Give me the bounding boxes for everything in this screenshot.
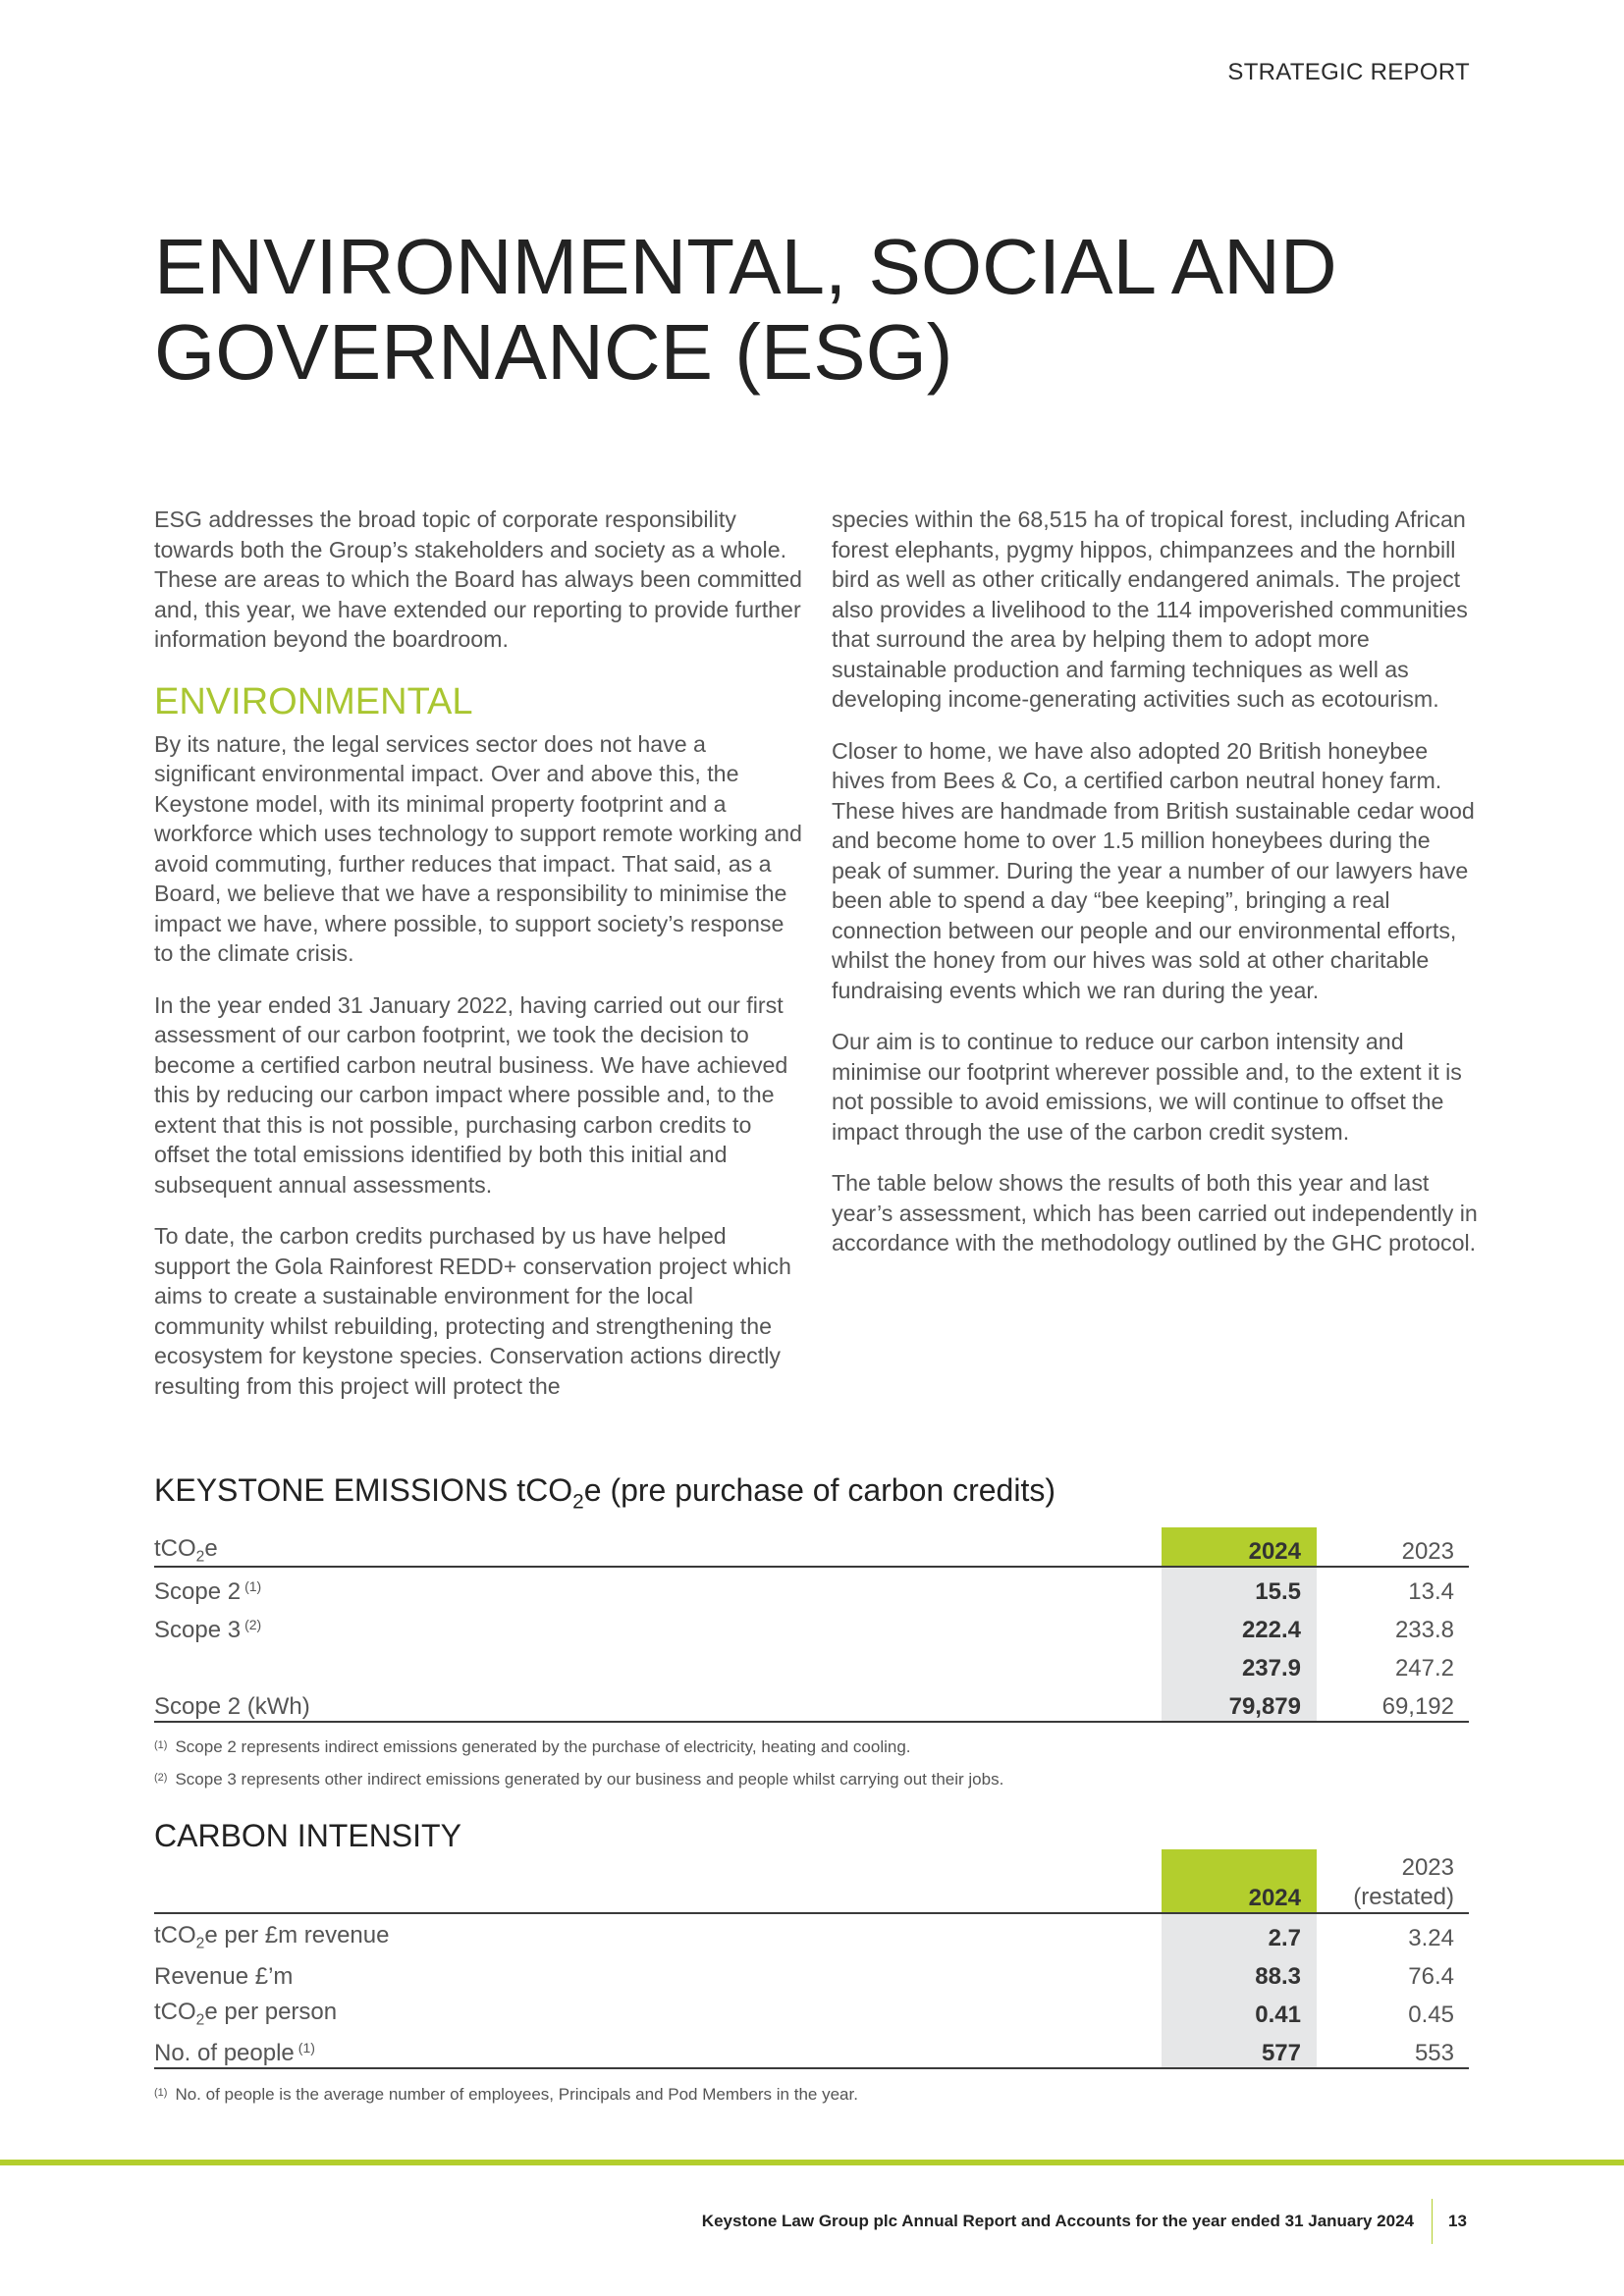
- emissions-table: [154, 1527, 1469, 1723]
- table-header-row: [154, 1849, 1469, 1913]
- value-2023: 3.24: [1408, 1925, 1454, 1951]
- row-label: tCO$_2$e per £m revenue: [154, 1921, 390, 1951]
- value-2023: 69,192: [1317, 1682, 1469, 1722]
- row-label: No. of people $^{(1)}$: [154, 2029, 1162, 2068]
- table-row: [154, 1952, 1469, 1991]
- year-2023-header: 2023: [1317, 1527, 1469, 1567]
- right-column: [832, 505, 1480, 1280]
- value-2024: 222.4: [1162, 1606, 1317, 1644]
- body-paragraph: By its nature, the legal services sector does not have a significant environmental impact. Over and above this, the Keystone model, with its minimal property footprint and a workforce which uses technology to support remote working and avoid commuting, further reduces that impact. That said, as a Board, we believe that we have a responsibility to minimise the impact we have, where possible, to support society’s response to the climate crisis.: [154, 730, 802, 966]
- value-2024: 15.5: [1162, 1567, 1317, 1606]
- row-label: tCO$_2$e per person: [154, 1998, 338, 2028]
- row-label: Revenue £’m: [154, 1963, 294, 1990]
- row-label: Scope 3 $^{(2)}$: [154, 1617, 262, 1643]
- body-paragraph: In the year ended 31 January 2022, having carried out our first assessment of our carbon footprint, we took the decision to become a certified carbon neutral business. We have achieved this by reducing our carbon impact where possible and, to the extent that this is not possible, purchasing carbon credits to offset the total emissions identified by both this initial and subsequent annual assessments.: [154, 991, 788, 1198]
- value-2023: 247.2: [1394, 1655, 1454, 1682]
- value-2024: 88.3: [1162, 1952, 1317, 1991]
- table-row: [154, 1991, 1469, 2029]
- body-paragraph: Our aim is to continue to reduce our carbon intensity and minimise our footprint wherever possible and, to the extent it is not possible to avoid emissions, we will continue to offset the impact through the use of the carbon credit system.: [832, 1029, 1462, 1145]
- table-row: [154, 2029, 1469, 2068]
- value-2024: 0.41: [1162, 1991, 1317, 2029]
- footnote: $^{(2)}$ Scope 3 represents other indirect emissions generated by our business and people whilst carrying out their jobs.: [154, 1770, 1004, 1789]
- footer-rule: [0, 2160, 1624, 2165]
- value-2023: 76.4: [1408, 1963, 1454, 1990]
- environmental-heading: ENVIRONMENTAL: [154, 680, 473, 722]
- blank-header: [154, 1849, 1162, 1913]
- body-paragraph: species within the 68,515 ha of tropical forest, including African forest elephants, pygmy hippos, chimpanzees and the hornbill bird as well as other critically endangered animals. The project also provides a livelihood to the 114 impoverished communities that surround the area by helping them to adopt more sustainable production and farming techniques as well as developing income-generating activities such as ecotourism.: [832, 507, 1468, 712]
- row-label: [154, 1644, 1162, 1682]
- value-2023: 233.8: [1394, 1617, 1454, 1643]
- table-row: [154, 1913, 1469, 1952]
- table-row: [154, 1682, 1469, 1722]
- footer-separator: [1432, 2199, 1433, 2244]
- intensity-table-title: CARBON INTENSITY: [154, 1818, 461, 1853]
- row-label: Scope 2 (kWh): [154, 1682, 1162, 1722]
- body-paragraph: The table below shows the results of both this year and last year’s assessment, which has been carried out independently in accordance with the methodology outlined by the GHC protocol.: [832, 1170, 1478, 1255]
- section-label: STRATEGIC REPORT: [1227, 59, 1470, 85]
- table-row-total: [154, 1644, 1469, 1682]
- value-2024: 79,879: [1162, 1682, 1317, 1722]
- page-number: 13: [1448, 2212, 1467, 2230]
- intensity-table: [154, 1849, 1469, 2069]
- value-2024: 237.9: [1162, 1644, 1317, 1682]
- table-row: [154, 1606, 1469, 1644]
- table-header-row: [154, 1527, 1469, 1567]
- value-2023: 13.4: [1408, 1578, 1454, 1605]
- footnote: $^{(1)}$ Scope 2 represents indirect emissions generated by the purchase of electricity, heating and cooling.: [154, 1737, 911, 1756]
- row-label: Scope 2 $^{(1)}$: [154, 1578, 262, 1605]
- year-2024-header: 2024: [1162, 1849, 1317, 1913]
- emissions-table-title: KEYSTONE EMISSIONS tCO$_2$e (pre purchase of carbon credits): [154, 1472, 1056, 1514]
- year-2024-header: 2024: [1162, 1527, 1317, 1567]
- table-row: [154, 1567, 1469, 1606]
- value-2023: 0.45: [1408, 2002, 1454, 2028]
- left-column: [154, 505, 802, 1422]
- body-paragraph: Closer to home, we have also adopted 20 British honeybee hives from Bees & Co, a certified carbon neutral honey farm. These hives are handmade from British sustainable cedar wood and become home to over 1.5 million honeybees during the peak of summer. During the year a number of our lawyers have been able to spend a day “bee keeping”, bringing a real connection between our people and our environmental efforts, whilst the honey from our hives was sold at other charitable fundraising events which we ran during the year.: [832, 737, 1475, 1003]
- year-2023-header: 2023 (restated): [1317, 1849, 1469, 1913]
- value-2023: 553: [1317, 2029, 1469, 2068]
- value-2024: 577: [1162, 2029, 1317, 2068]
- intro-paragraph: ESG addresses the broad topic of corporate responsibility towards both the Group’s stakeholders and society as a whole. These are areas to which the Board has always been committed and, this year, we have extended our reporting to provide further information beyond the boardroom.: [154, 507, 802, 652]
- body-paragraph: To date, the carbon credits purchased by us have helped support the Gola Rainforest REDD+ conservation project which aims to create a sustainable environment for the local community whilst rebuilding, protecting and strengthening the ecosystem for keystone species. Conservation actions directly resulting from this project will protect the: [154, 1223, 791, 1399]
- footnote: $^{(1)}$ No. of people is the average number of employees, Principals and Pod Members in the year.: [154, 2085, 858, 2104]
- page-title: ENVIRONMENTAL, SOCIAL AND GOVERNANCE (ESG): [154, 223, 1337, 396]
- value-2024: 2.7: [1162, 1913, 1317, 1952]
- unit-header: tCO$_2$e: [154, 1527, 1162, 1567]
- footer-text: Keystone Law Group plc Annual Report and Accounts for the year ended 31 January 2024: [701, 2212, 1414, 2230]
